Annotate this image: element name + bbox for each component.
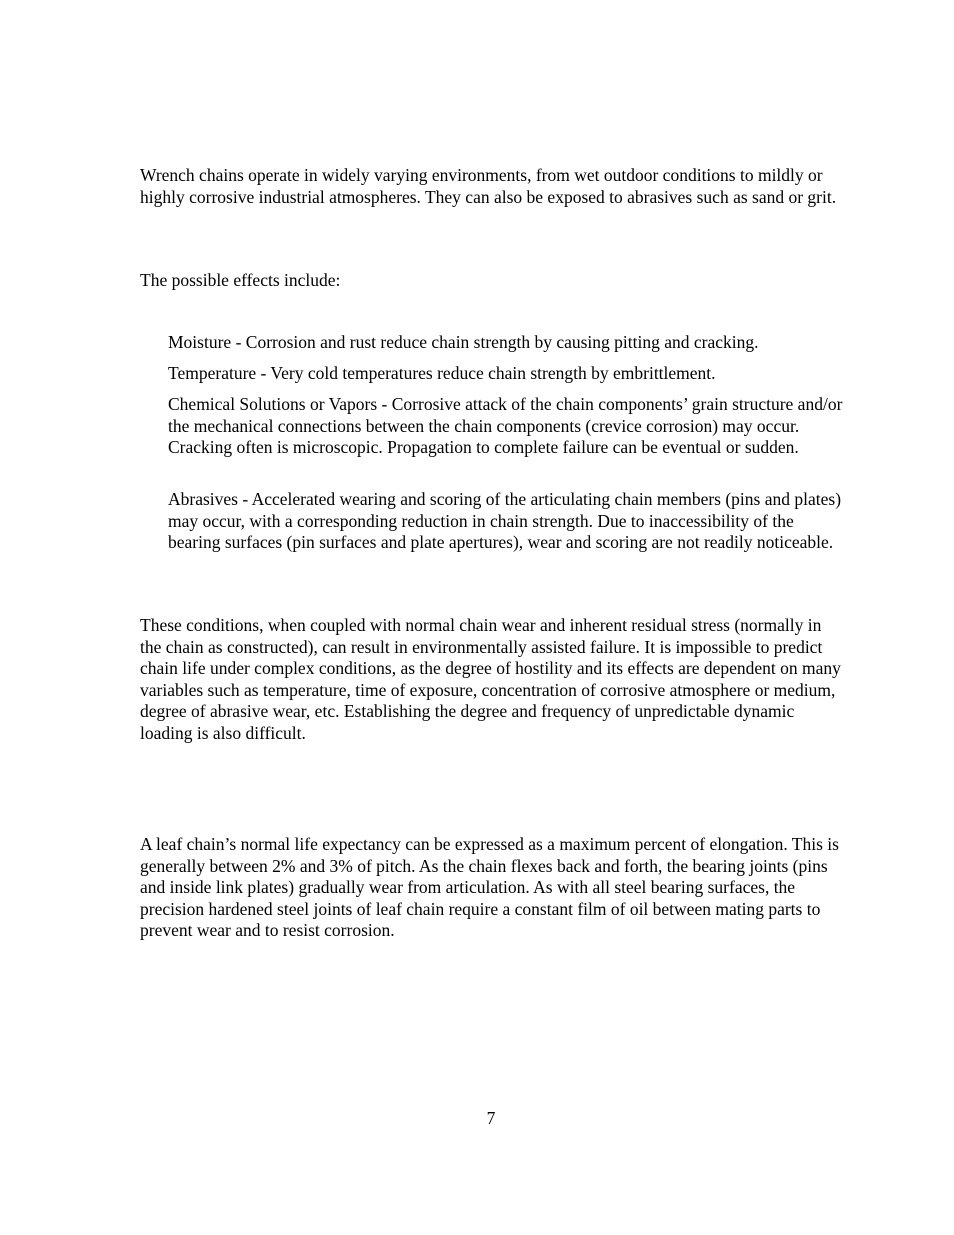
effect-item-abrasives: Abrasives - Accelerated wearing and scoring of the articulating chain members (pins and plates) may occur, with a corresponding reduction in chain strength. Due to inaccessibility of the bearing surfaces (pin surfaces and plate apertures), wear and scoring are not readily noticeable. bbox=[168, 489, 842, 553]
page-number: 7 bbox=[486, 1108, 496, 1128]
effects-heading: The possible effects include: bbox=[140, 270, 341, 290]
leaf-chain-paragraph: A leaf chain’s normal life expectancy can be expressed as a maximum percent of elongation. This is generally between 2% and 3% of pitch. As the chain flexes back and forth, the bearing joints (pins and inside link plates) gradually wear from articulation. As with all steel bearing surfaces, the precision hardened steel joints of leaf chain require a constant film of oil between mating parts to prevent wear and to resist corrosion. bbox=[140, 834, 839, 941]
intro-paragraph: Wrench chains operate in widely varying environments, from wet outdoor conditions to mildly or highly corrosive industrial atmospheres. They can also be exposed to abrasives such as sand or grit. bbox=[140, 165, 837, 207]
conditions-paragraph: These conditions, when coupled with normal chain wear and inherent residual stress (normally in the chain as constructed), can result in environmentally assisted failure. It is impossible to predict chain life under complex conditions, as the degree of hostility and its effects are dependent on many variables such as temperature, time of exposure, concentration of corrosive atmosphere or medium, degree of abrasive wear, etc. Establishing the degree and frequency of unpredictable dynamic loading is also difficult. bbox=[140, 615, 841, 743]
effect-item-moisture: Moisture - Corrosion and rust reduce chain strength by causing pitting and cracking. bbox=[168, 332, 759, 352]
effect-item-temperature: Temperature - Very cold temperatures reduce chain strength by embrittlement. bbox=[168, 363, 716, 383]
effect-item-chemical: Chemical Solutions or Vapors - Corrosive attack of the chain components’ grain structure and/or the mechanical connections between the chain components (crevice corrosion) may occur. Cracking often is microscopic. Propagation to complete failure can be eventual or sudden. bbox=[168, 394, 843, 458]
